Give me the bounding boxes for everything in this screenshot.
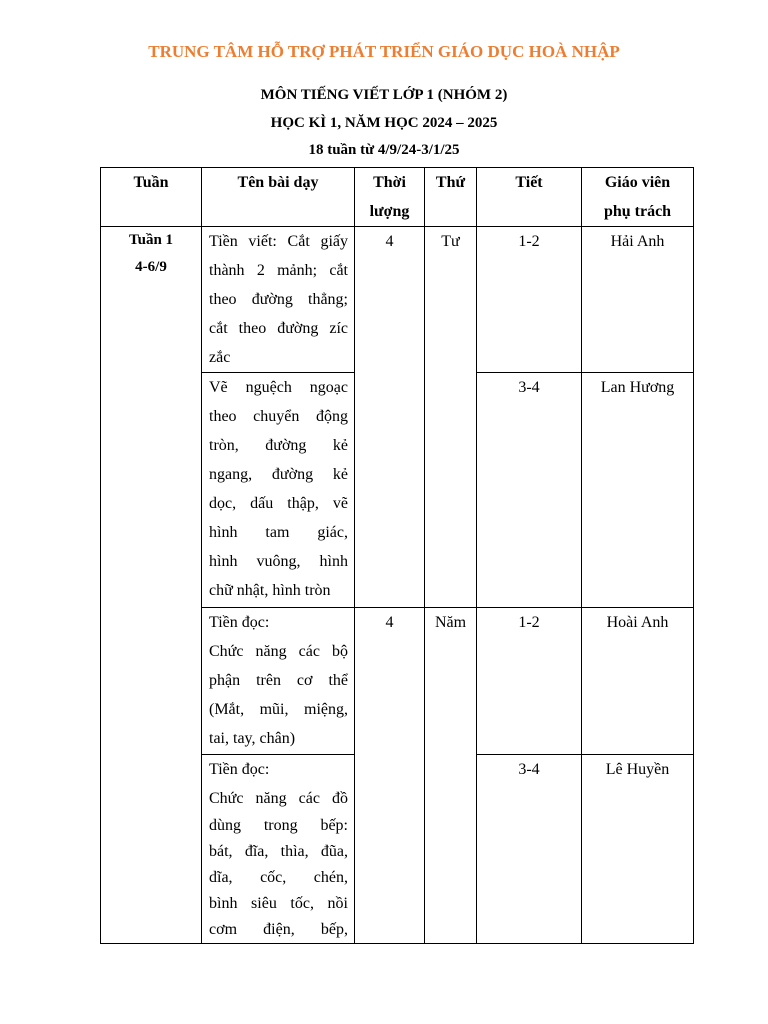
table-row [101,227,694,373]
teacher-cell: Lê Huyền [582,755,694,944]
teacher-cell: Lan Hương [582,373,694,608]
lesson-cell: Tiền đọc: Chức năng các đồ dùng trong bếp: bát, đĩa, thìa, đũa, dĩa, cốc, chén, bình siêu tốc, nồi cơm điện, bếp, [202,755,355,944]
day-cell: Năm [425,608,477,944]
header-duration: Thời lượng [355,168,425,227]
day-cell: Tư [425,227,477,608]
period-cell: 3-4 [477,373,582,608]
header-day: Thứ [425,168,477,227]
organization-title: TRUNG TÂM HỖ TRỢ PHÁT TRIỂN GIÁO DỤC HOÀ NHẬP [148,42,620,61]
lesson-cell: Vẽ nguệch ngoạc theo chuyển động tròn, đường kẻ ngang, đường kẻ dọc, dấu thập, vẽ hình tam giác, hình vuông, hình chữ nhật, hình tròn [202,373,355,608]
date-range: 18 tuần từ 4/9/24-3/1/25 [308,142,460,158]
duration-cell: 4 [355,227,425,608]
header-lesson: Tên bài dạy [202,168,355,227]
lesson-cell: Tiền đọc: Chức năng các bộ phận trên cơ thể (Mắt, mũi, miệng, tai, tay, chân) [202,608,355,755]
table-header-row [101,168,694,227]
header-teacher: Giáo viên phụ trách [582,168,694,227]
teacher-cell: Hải Anh [582,227,694,373]
term-title: HỌC KÌ 1, NĂM HỌC 2024 – 2025 [270,115,498,131]
header-period: Tiết [477,168,582,227]
period-cell: 3-4 [477,755,582,944]
period-cell: 1-2 [477,227,582,373]
teacher-cell: Hoài Anh [582,608,694,755]
lesson-cell: Tiền viết: Cắt giấy thành 2 mảnh; cắt theo đường thẳng; cắt theo đường zíc zắc [202,227,355,373]
duration-cell: 4 [355,608,425,944]
header-week: Tuần [101,168,202,227]
period-cell: 1-2 [477,608,582,755]
subject-title: MÔN TIẾNG VIẾT LỚP 1 (NHÓM 2) [260,87,508,103]
schedule-table [100,167,694,944]
week-cell: Tuần 1 4-6/9 [101,227,202,944]
